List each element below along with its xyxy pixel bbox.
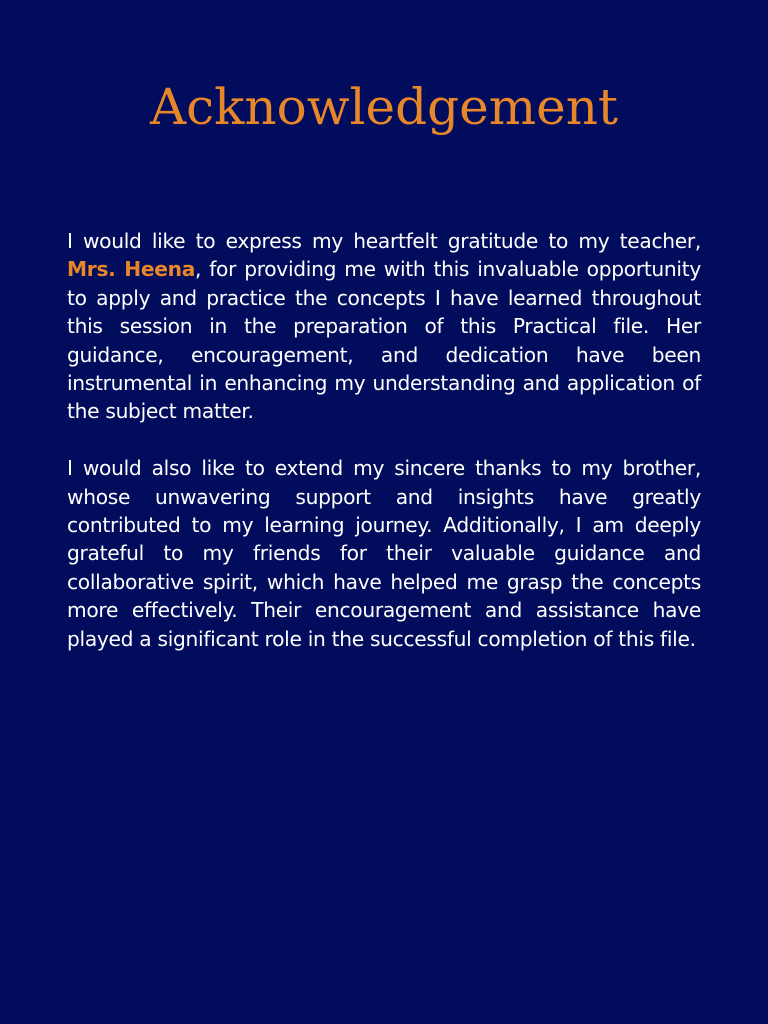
paragraph-family-friends: I would also like to extend my sincere thanks to my brother, whose unwavering support and insights have greatly contributed to my learning journey. Additionally, I am deeply grateful to my friends for their valuable guidance and collaborative spirit, which have helped me grasp the concepts more effectively. Their encouragement and assistance have played a significant role in the successful completion of this file.	[67, 456, 701, 651]
body-text	[67, 227, 701, 653]
page-title: Acknowledgement	[150, 78, 618, 136]
teacher-name: Mrs. Heena	[67, 257, 196, 282]
paragraph-teacher	[67, 227, 701, 426]
paragraph1-after: , for providing me with this invaluable opportunity to apply and practice the concepts I have learned throughout this session in the preparation of this Practical file. Her guidance, encouragement, and dedication have been instrumental in enhancing my understanding and application of the subject matter.	[67, 257, 701, 424]
paragraph1-before: I would like to express my heartfelt gratitude to my teacher,	[67, 229, 701, 253]
